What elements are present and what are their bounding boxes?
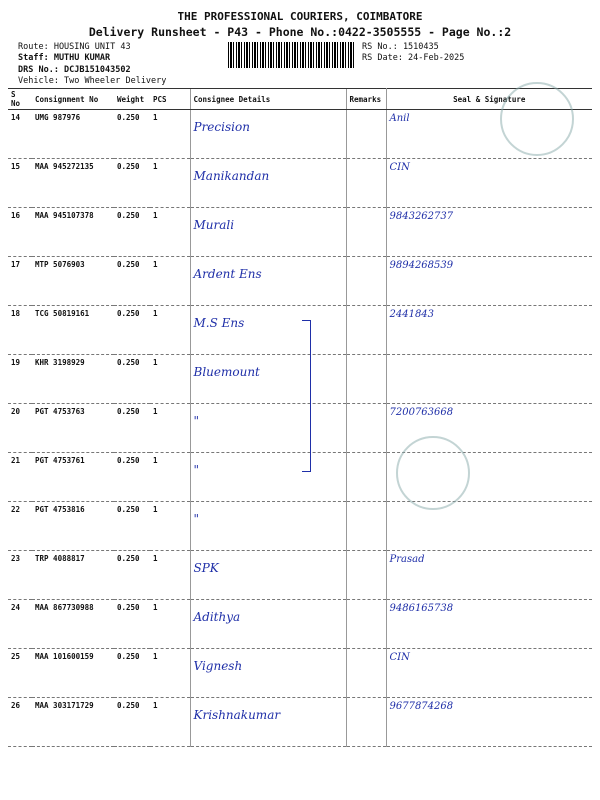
cell-signature: Prasad — [386, 551, 592, 600]
company-title: THE PROFESSIONAL COURIERS, COIMBATORE — [177, 10, 423, 23]
cell-consignment-no: UMG 987976 — [32, 110, 114, 159]
cell-weight: 0.250 — [114, 159, 150, 208]
cell-remarks — [346, 110, 386, 159]
table-row — [8, 698, 592, 747]
cell-sno: 23 — [8, 551, 32, 600]
col-weight: Weight — [114, 89, 150, 110]
table-row — [8, 551, 592, 600]
staff-label: Staff: MUTHU KUMAR — [18, 53, 111, 63]
cell-signature: 9486165738 — [386, 600, 592, 649]
cell-consignment-no: MAA 945272135 — [32, 159, 114, 208]
cell-remarks — [346, 551, 386, 600]
cell-pcs: 1 — [150, 600, 190, 649]
vehicle-label: Vehicle: Two Wheeler Delivery — [18, 76, 167, 86]
cell-consignment-no: TCG 50819161 — [32, 306, 114, 355]
cell-consignee: Precision — [190, 110, 346, 159]
cell-consignment-no: MAA 945107378 — [32, 208, 114, 257]
cell-pcs: 1 — [150, 698, 190, 747]
cell-consignment-no: KHR 3198929 — [32, 355, 114, 404]
cell-remarks — [346, 208, 386, 257]
cell-signature: 9843262737 — [386, 208, 592, 257]
cell-weight: 0.250 — [114, 453, 150, 502]
cell-consignment-no: PGT 4753761 — [32, 453, 114, 502]
cell-weight: 0.250 — [114, 355, 150, 404]
cell-consignment-no: PGT 4753763 — [32, 404, 114, 453]
cell-pcs: 1 — [150, 110, 190, 159]
cell-pcs: 1 — [150, 257, 190, 306]
cell-remarks — [346, 502, 386, 551]
cell-consignee: Manikandan — [190, 159, 346, 208]
cell-pcs: 1 — [150, 649, 190, 698]
cell-weight: 0.250 — [114, 502, 150, 551]
cell-signature: CIN — [386, 159, 592, 208]
seal-stamp — [500, 82, 574, 156]
cell-consignee: Vignesh — [190, 649, 346, 698]
cell-consignee: Adithya — [190, 600, 346, 649]
cell-sno: 22 — [8, 502, 32, 551]
cell-sno: 19 — [8, 355, 32, 404]
cell-consignee: Bluemount — [190, 355, 346, 404]
cell-sno: 21 — [8, 453, 32, 502]
col-consignment: Consignment No — [32, 89, 114, 110]
cell-remarks — [346, 453, 386, 502]
cell-weight: 0.250 — [114, 698, 150, 747]
table-row — [8, 306, 592, 355]
cell-remarks — [346, 698, 386, 747]
cell-sno: 25 — [8, 649, 32, 698]
cell-remarks — [346, 600, 386, 649]
runsheet-subtitle: Delivery Runsheet - P43 - Phone No.:0422-3505555 - Page No.:2 — [88, 25, 512, 39]
cell-pcs: 1 — [150, 404, 190, 453]
cell-signature: 2441843 — [386, 306, 592, 355]
cell-sno: 26 — [8, 698, 32, 747]
cell-sno: 18 — [8, 306, 32, 355]
cell-consignee: " — [190, 404, 346, 453]
table-row — [8, 600, 592, 649]
cell-weight: 0.250 — [114, 110, 150, 159]
cell-sno: 14 — [8, 110, 32, 159]
cell-weight: 0.250 — [114, 551, 150, 600]
cell-remarks — [346, 159, 386, 208]
cell-remarks — [346, 355, 386, 404]
cell-consignment-no: TRP 4088817 — [32, 551, 114, 600]
table-row — [8, 159, 592, 208]
table-row — [8, 453, 592, 502]
cell-consignment-no: MAA 101600159 — [32, 649, 114, 698]
cell-signature: 9894268539 — [386, 257, 592, 306]
cell-sno: 17 — [8, 257, 32, 306]
cell-weight: 0.250 — [114, 404, 150, 453]
cell-consignee: Ardent Ens — [190, 257, 346, 306]
cell-signature: 7200763668 — [386, 404, 592, 453]
cell-pcs: 1 — [150, 551, 190, 600]
cell-consignee: Murali — [190, 208, 346, 257]
cell-consignee: SPK — [190, 551, 346, 600]
col-signature: Seal & Signature — [386, 89, 592, 110]
table-row — [8, 502, 592, 551]
cell-weight: 0.250 — [114, 649, 150, 698]
cell-consignment-no: MTP 5076903 — [32, 257, 114, 306]
cell-pcs: 1 — [150, 159, 190, 208]
table-row — [8, 404, 592, 453]
cell-pcs: 1 — [150, 355, 190, 404]
col-remarks: Remarks — [346, 89, 386, 110]
cell-consignment-no: MAA 303171729 — [32, 698, 114, 747]
cell-pcs: 1 — [150, 306, 190, 355]
seal-stamp — [396, 436, 470, 510]
cell-pcs: 1 — [150, 453, 190, 502]
cell-pcs: 1 — [150, 208, 190, 257]
cell-consignment-no: PGT 4753816 — [32, 502, 114, 551]
cell-consignee: " — [190, 453, 346, 502]
cell-consignee: " — [190, 502, 346, 551]
cell-remarks — [346, 649, 386, 698]
cell-sno: 24 — [8, 600, 32, 649]
cell-weight: 0.250 — [114, 600, 150, 649]
runsheet-table — [8, 88, 592, 747]
cell-signature — [386, 502, 592, 551]
table-row — [8, 208, 592, 257]
cell-consignment-no: MAA 867730988 — [32, 600, 114, 649]
cell-remarks — [346, 404, 386, 453]
col-consignee: Consignee Details — [190, 89, 346, 110]
col-sno: S No — [8, 89, 32, 110]
ditto-bracket — [302, 320, 311, 472]
cell-signature — [386, 355, 592, 404]
cell-remarks — [346, 257, 386, 306]
route-label: Route: HOUSING UNIT 43 — [18, 42, 131, 52]
cell-pcs: 1 — [150, 502, 190, 551]
table-row — [8, 355, 592, 404]
col-pcs: PCS — [150, 89, 190, 110]
cell-weight: 0.250 — [114, 257, 150, 306]
table-row — [8, 649, 592, 698]
cell-signature: CIN — [386, 649, 592, 698]
cell-weight: 0.250 — [114, 208, 150, 257]
cell-consignee: M.S Ens — [190, 306, 346, 355]
cell-weight: 0.250 — [114, 306, 150, 355]
cell-sno: 20 — [8, 404, 32, 453]
cell-consignee: Krishnakumar — [190, 698, 346, 747]
cell-signature: Anil — [386, 110, 592, 159]
drs-label: DRS No.: DCJB151043502 — [18, 65, 131, 75]
rs-date: RS Date: 24-Feb-2025 — [362, 53, 465, 63]
cell-signature: 9677874268 — [386, 698, 592, 747]
table-row — [8, 257, 592, 306]
cell-sno: 16 — [8, 208, 32, 257]
cell-remarks — [346, 306, 386, 355]
rs-number: RS No.: 1510435 — [362, 42, 439, 52]
barcode — [228, 42, 356, 68]
cell-sno: 15 — [8, 159, 32, 208]
